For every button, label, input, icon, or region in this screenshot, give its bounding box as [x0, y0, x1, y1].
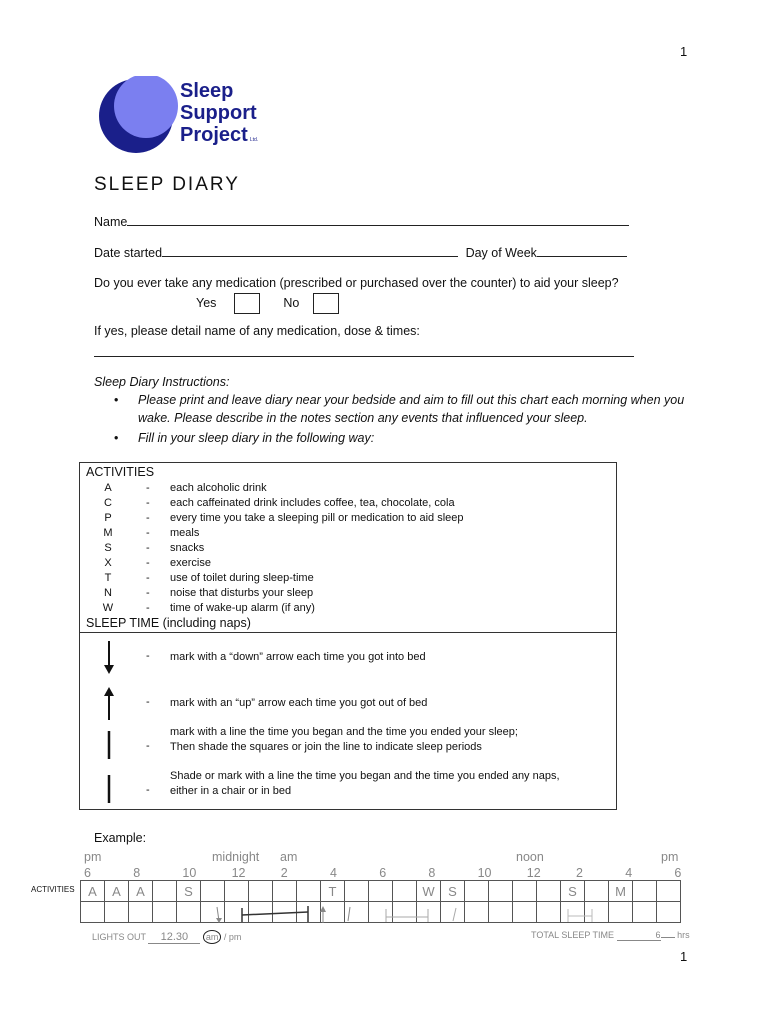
total-sleep-value: 6	[617, 930, 661, 941]
pm-label: / pm	[223, 932, 242, 942]
logo-line-2: Support	[180, 102, 257, 124]
hour-label: 2	[280, 866, 288, 880]
activity-desc: meals	[170, 527, 200, 539]
activity-desc: use of toilet during sleep-time	[170, 572, 314, 584]
date-label: Date started	[94, 246, 163, 260]
activity-item	[80, 586, 616, 601]
hour-label: 10	[477, 866, 492, 880]
hour-label: 6	[674, 866, 682, 880]
line-icon	[102, 731, 116, 761]
example-heading: Example:	[94, 831, 147, 845]
date-field[interactable]	[162, 245, 458, 257]
activity-code: W	[102, 602, 114, 614]
hour-label: 10	[182, 866, 197, 880]
activity-item	[80, 601, 616, 616]
activities-heading: ACTIVITIES	[86, 465, 155, 479]
day-label: Day of Week	[465, 246, 537, 260]
activity-code: X	[104, 557, 112, 569]
activity-dash: -	[146, 482, 150, 494]
activity-desc: every time you take a sleeping pill or medication to aid sleep	[170, 512, 464, 524]
up-arrow-icon	[102, 687, 116, 721]
instructions	[94, 375, 694, 449]
activity-dash: -	[146, 572, 150, 584]
example-activity-cell	[537, 881, 561, 902]
detail-field[interactable]	[94, 356, 634, 357]
activity-desc: each alcoholic drink	[170, 482, 267, 494]
total-sleep-label: TOTAL SLEEP TIME	[531, 930, 615, 940]
activity-dash: -	[146, 512, 150, 524]
activity-code: C	[104, 497, 112, 509]
example-activity-cell: A	[105, 881, 129, 902]
activity-item	[80, 541, 616, 556]
example-activity-cell	[273, 881, 297, 902]
detail-label: If yes, please detail name of any medication, dose & times:	[94, 324, 420, 338]
example-activity-cell: M	[609, 881, 633, 902]
sleep-time-heading: SLEEP TIME (including naps)	[86, 616, 251, 630]
period-am: am	[280, 850, 298, 864]
hour-label: 6	[379, 866, 387, 880]
activity-item	[80, 571, 616, 586]
sleep-item-nap-line: Shade or mark with a line the time you began and the time you ended any naps, - either in a chair or in bed	[80, 767, 616, 807]
activity-item	[80, 526, 616, 541]
example-activity-cell	[513, 881, 537, 902]
period-pm-left: pm	[84, 850, 102, 864]
lights-out-label: LIGHTS OUT	[92, 932, 146, 942]
example-activity-cell	[489, 881, 513, 902]
line-icon	[102, 775, 116, 805]
name-row	[94, 214, 629, 229]
activity-dash: -	[146, 587, 150, 599]
no-checkbox[interactable]	[313, 293, 339, 314]
hour-label: 6	[84, 866, 91, 880]
sleep-item-down: - mark with a “down” arrow each time you got into bed	[80, 639, 616, 679]
sleep-item-line-text-2: Then shade the squares or join the line to indicate sleep periods	[170, 741, 482, 753]
activity-item	[80, 496, 616, 511]
day-field[interactable]	[537, 245, 627, 257]
page-title: SLEEP DIARY	[94, 174, 240, 195]
lights-out-value: 12.30	[148, 931, 200, 944]
activity-desc: snacks	[170, 542, 205, 554]
example-activity-cell	[153, 881, 177, 902]
activity-desc: each caffeinated drink includes coffee, tea, chocolate, cola	[170, 497, 455, 509]
hour-label: 2	[576, 866, 583, 880]
activity-desc: time of wake-up alarm (if any)	[170, 602, 315, 614]
sleep-item-line-text-1: mark with a line the time you began and the time you ended your sleep;	[170, 726, 518, 738]
sleep-item-nap-text-1: Shade or mark with a line the time you began and the time you ended any naps,	[170, 770, 560, 782]
yes-checkbox[interactable]	[234, 293, 260, 314]
activity-dash: -	[146, 602, 150, 614]
period-noon: noon	[516, 850, 544, 864]
legend-divider	[80, 632, 616, 633]
example-activity-cell: A	[81, 881, 105, 902]
date-row	[94, 245, 627, 260]
hrs-label: hrs	[677, 930, 690, 940]
example-activity-cell: T	[321, 881, 345, 902]
example-activities-label: ACTIVITIES	[31, 885, 75, 894]
page-number-top: 1	[680, 44, 688, 59]
sleep-item-down-text: mark with a “down” arrow each time you got into bed	[170, 651, 426, 663]
example-activity-cell	[225, 881, 249, 902]
example-activity-cell	[297, 881, 321, 902]
logo-line-1: Sleep	[180, 80, 234, 102]
sleep-item-up: - mark with an “up” arrow each time you got out of bed	[80, 685, 616, 725]
down-arrow-icon	[102, 641, 116, 675]
instruction-bullet-2: • Fill in your sleep diary in the following way:	[92, 429, 694, 447]
activity-desc: noise that disturbs your sleep	[170, 587, 314, 599]
example-activity-cell	[249, 881, 273, 902]
logo-suffix: Ltd.	[249, 137, 259, 143]
sleep-item-sleep-line: mark with a line the time you began and the time you ended your sleep; - Then shade the squares or join the line to indicate sleep periods	[80, 723, 616, 763]
hour-label: 4	[330, 866, 337, 880]
example-activity-cell: W	[417, 881, 441, 902]
legend-box	[79, 462, 617, 810]
example-activity-cell: S	[441, 881, 465, 902]
page-number-bottom: 1	[680, 949, 688, 964]
example-activity-cell: S	[177, 881, 201, 902]
yes-no-row	[196, 293, 339, 314]
period-midnight: midnight	[212, 850, 260, 864]
activity-dash: -	[146, 542, 150, 554]
activity-code: N	[104, 587, 112, 599]
sleep-item-up-text: mark with an “up” arrow each time you got out of bed	[170, 697, 428, 709]
example-activity-row	[81, 881, 681, 902]
activity-dash: -	[146, 527, 150, 539]
activity-item	[80, 481, 616, 496]
moon-logo-icon	[94, 76, 184, 156]
example-activity-cell	[201, 881, 225, 902]
activity-code: P	[104, 512, 112, 524]
lights-out-row	[92, 930, 241, 944]
logo	[94, 76, 284, 156]
total-sleep-row	[531, 930, 690, 941]
example-activity-cell	[369, 881, 393, 902]
activity-item	[80, 511, 616, 526]
example-activity-cell	[585, 881, 609, 902]
example-activity-cell: A	[129, 881, 153, 902]
instructions-heading: Sleep Diary Instructions:	[94, 375, 230, 389]
activity-dash: -	[146, 497, 150, 509]
logo-line-3: Project	[180, 124, 248, 146]
activity-code: M	[103, 527, 113, 539]
activity-desc: exercise	[170, 557, 211, 569]
yes-label: Yes	[196, 295, 217, 310]
example-activity-cell: S	[561, 881, 585, 902]
hour-label: 8	[428, 866, 436, 880]
no-label: No	[283, 295, 300, 310]
activity-code: T	[104, 572, 112, 584]
period-pm-right: pm	[661, 850, 679, 864]
activity-code: A	[104, 482, 112, 494]
name-label: Name	[94, 215, 128, 229]
activity-dash: -	[146, 557, 150, 569]
example-activity-cell	[633, 881, 657, 902]
instruction-bullet-1: • Please print and leave diary near your bedside and aim to fill out this chart each morning when you wake. Please describe in the notes section any events that influenced your sleep.	[92, 391, 694, 427]
hour-label: 8	[133, 866, 141, 880]
example-activity-cell	[657, 881, 681, 902]
hour-label: 12	[526, 866, 541, 880]
medication-question: Do you ever take any medication (prescribed or purchased over the counter) to aid your sleep?	[94, 276, 619, 290]
name-field[interactable]	[127, 214, 629, 226]
activity-code: S	[104, 542, 112, 554]
example-activity-cell	[345, 881, 369, 902]
example-sleep-marks	[80, 901, 690, 927]
am-circled: am	[203, 930, 222, 944]
sleep-item-nap-text-2: either in a chair or in bed	[170, 785, 292, 797]
hour-label: 4	[625, 866, 633, 880]
activity-item	[80, 556, 616, 571]
example-activity-cell	[465, 881, 489, 902]
hour-label: 12	[231, 866, 246, 880]
example-activity-cell	[393, 881, 417, 902]
